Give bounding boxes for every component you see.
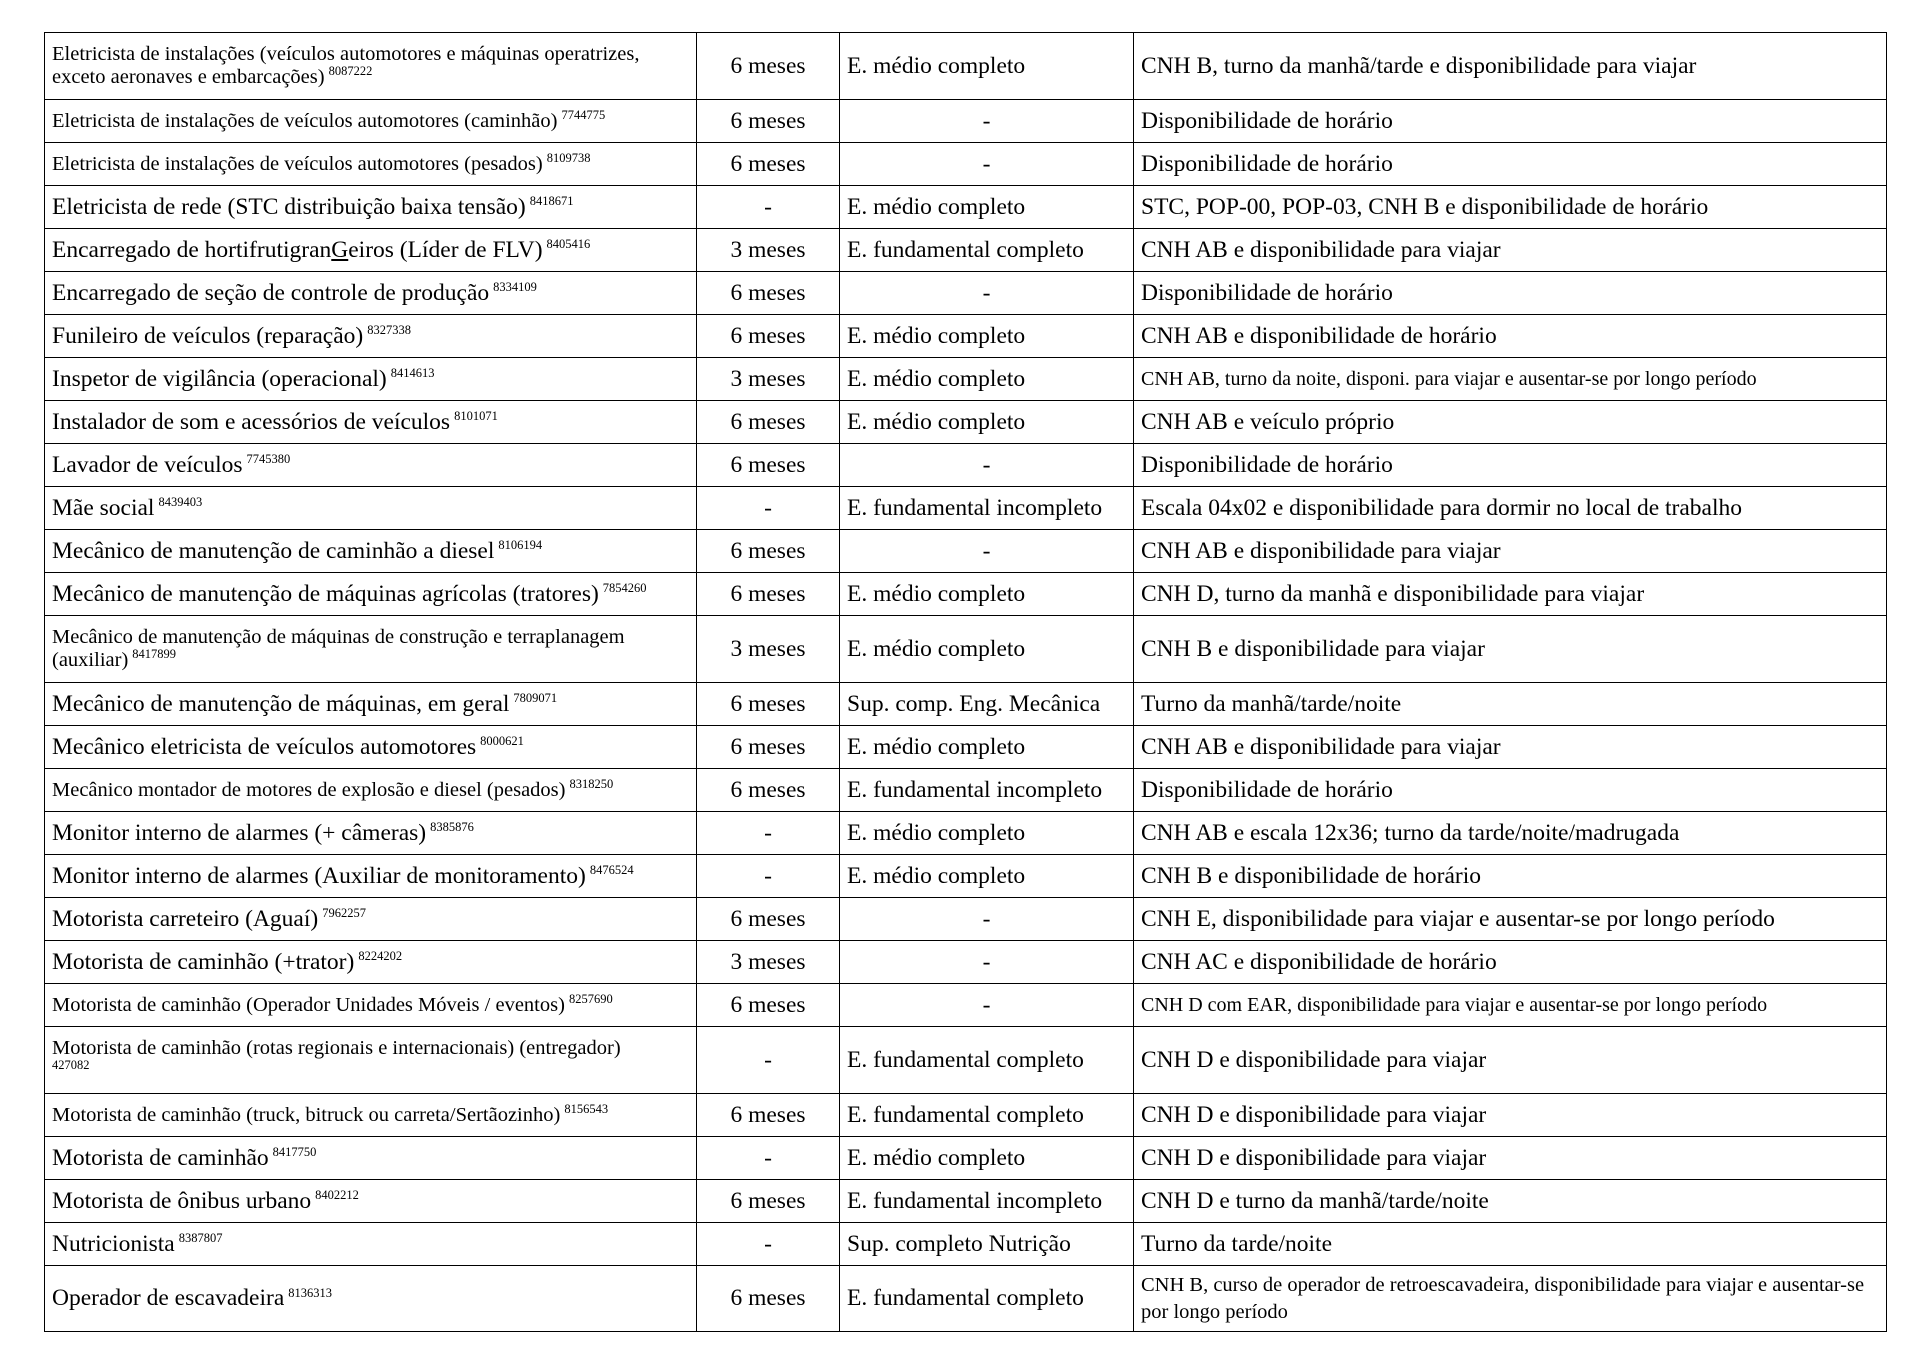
experience-cell: 6 meses (697, 143, 840, 186)
job-title-cell (45, 1027, 697, 1094)
job-title: Instalador de som e acessórios de veículos (52, 408, 451, 435)
requirements-cell: CNH D e disponibilidade para viajar (1134, 1027, 1887, 1094)
table-row (45, 769, 1887, 812)
requirements-cell: CNH E, disponibilidade para viajar e ausentar-se por longo período (1134, 898, 1887, 941)
education-cell: E. fundamental completo (840, 1266, 1134, 1332)
job-title-cell (45, 1266, 697, 1332)
job-title: Motorista carreteiro (Aguaí) (52, 905, 319, 932)
job-code: 7745380 (246, 452, 291, 467)
job-code: 8087222 (328, 64, 373, 79)
job-title-cell (45, 769, 697, 812)
job-title-cell (45, 186, 697, 229)
education-cell: E. médio completo (840, 358, 1134, 401)
job-title-cell (45, 229, 697, 272)
job-title: Mãe social (52, 494, 155, 521)
job-code: 8257690 (568, 991, 613, 1006)
job-title-cell (45, 812, 697, 855)
table-row (45, 272, 1887, 315)
table-row (45, 726, 1887, 769)
experience-cell: 3 meses (697, 229, 840, 272)
requirements-cell: CNH B, curso de operador de retroescavadeira, disponibilidade para viajar e ausentar-se por longo período (1134, 1266, 1887, 1332)
requirements-cell: CNH AB e disponibilidade para viajar (1134, 530, 1887, 573)
education-cell: - (840, 143, 1134, 186)
table-row (45, 530, 1887, 573)
requirements-cell: Disponibilidade de horário (1134, 143, 1887, 186)
requirements-cell: CNH AB e veículo próprio (1134, 401, 1887, 444)
education-cell: - (840, 941, 1134, 984)
requirements-cell: Turno da manhã/tarde/noite (1134, 683, 1887, 726)
job-code: 8405416 (546, 237, 591, 252)
job-title-cell (45, 941, 697, 984)
job-title: Eletricista de rede (STC distribuição baixa tensão) (52, 193, 526, 220)
job-code: 8402212 (315, 1188, 359, 1203)
education-cell: E. médio completo (840, 33, 1134, 100)
requirements-cell: CNH AB e disponibilidade para viajar (1134, 726, 1887, 769)
education-cell: E. fundamental incompleto (840, 487, 1134, 530)
education-cell: E. médio completo (840, 186, 1134, 229)
table-row (45, 1094, 1887, 1137)
job-title-cell (45, 616, 697, 683)
job-title-cell (45, 1223, 697, 1266)
job-title: Motorista de caminhão (+trator) (52, 948, 355, 975)
education-cell: E. médio completo (840, 616, 1134, 683)
job-code: 8327338 (367, 323, 411, 338)
education-cell: E. fundamental completo (840, 229, 1134, 272)
job-title-underlined-letter: G (331, 236, 349, 263)
job-code: 8439403 (158, 495, 203, 510)
table-row (45, 1027, 1887, 1094)
job-title-cell (45, 315, 697, 358)
requirements-cell: CNH D e disponibilidade para viajar (1134, 1137, 1887, 1180)
experience-cell: 6 meses (697, 33, 840, 100)
experience-cell: 6 meses (697, 1266, 840, 1332)
job-title: Monitor interno de alarmes (+ câmeras) (52, 819, 427, 846)
education-cell: - (840, 100, 1134, 143)
requirements-cell: Escala 04x02 e disponibilidade para dormir no local de trabalho (1134, 487, 1887, 530)
education-cell: E. médio completo (840, 726, 1134, 769)
job-code: 8106194 (498, 538, 543, 553)
job-title-cell (45, 726, 697, 769)
job-title: Mecânico de manutenção de máquinas de construção e terraplanagem (auxiliar) (52, 626, 625, 671)
table-row (45, 401, 1887, 444)
education-cell: Sup. completo Nutrição (840, 1223, 1134, 1266)
experience-cell: - (697, 812, 840, 855)
requirements-cell: CNH B e disponibilidade para viajar (1134, 616, 1887, 683)
experience-cell: - (697, 1223, 840, 1266)
education-cell: E. médio completo (840, 1137, 1134, 1180)
education-cell: E. fundamental incompleto (840, 769, 1134, 812)
job-title: Encarregado de seção de controle de produção (52, 279, 490, 306)
education-cell: - (840, 898, 1134, 941)
experience-cell: 6 meses (697, 573, 840, 616)
experience-cell: 6 meses (697, 1180, 840, 1223)
job-title: Eletricista de instalações de veículos automotores (caminhão) (52, 109, 558, 132)
job-code: 8156543 (564, 1101, 609, 1116)
experience-cell: 6 meses (697, 984, 840, 1027)
job-title-cell (45, 444, 697, 487)
job-title-cell (45, 1137, 697, 1180)
job-code: 8387807 (178, 1231, 223, 1246)
job-code: 7962257 (322, 906, 366, 921)
job-title-cell (45, 1180, 697, 1223)
education-cell: Sup. comp. Eng. Mecânica (840, 683, 1134, 726)
requirements-cell: CNH AC e disponibilidade de horário (1134, 941, 1887, 984)
experience-cell: - (697, 1027, 840, 1094)
job-code: 8414613 (390, 366, 435, 381)
table-row (45, 487, 1887, 530)
requirements-cell: Disponibilidade de horário (1134, 769, 1887, 812)
requirements-cell: Turno da tarde/noite (1134, 1223, 1887, 1266)
job-code: 7854260 (602, 581, 647, 596)
job-title-cell (45, 487, 697, 530)
education-cell: E. fundamental completo (840, 1027, 1134, 1094)
experience-cell: 6 meses (697, 726, 840, 769)
job-code: 8417750 (272, 1145, 317, 1160)
job-title-cell (45, 573, 697, 616)
requirements-cell: CNH AB, turno da noite, disponi. para viajar e ausentar-se por longo período (1134, 358, 1887, 401)
job-title-cell (45, 683, 697, 726)
table-row (45, 143, 1887, 186)
job-code: 7809071 (513, 691, 558, 706)
education-cell: E. médio completo (840, 855, 1134, 898)
job-code: 7744775 (561, 107, 606, 122)
table-row (45, 812, 1887, 855)
experience-cell: 6 meses (697, 100, 840, 143)
job-title: Motorista de caminhão (52, 1144, 269, 1171)
table-row (45, 898, 1887, 941)
job-title-cell (45, 272, 697, 315)
experience-cell: 3 meses (697, 358, 840, 401)
experience-cell: 6 meses (697, 272, 840, 315)
experience-cell: - (697, 487, 840, 530)
experience-cell: 6 meses (697, 530, 840, 573)
job-code: 8385876 (430, 820, 474, 835)
job-title: Motorista de caminhão (truck, bitruck ou carreta/Sertãozinho) (52, 1103, 561, 1126)
table-row (45, 100, 1887, 143)
job-title-cell (45, 530, 697, 573)
requirements-cell: CNH AB e escala 12x36; turno da tarde/noite/madrugada (1134, 812, 1887, 855)
job-title-cell (45, 855, 697, 898)
experience-cell: 6 meses (697, 769, 840, 812)
requirements-cell: CNH D e turno da manhã/tarde/noite (1134, 1180, 1887, 1223)
requirements-cell: CNH B, turno da manhã/tarde e disponibilidade para viajar (1134, 33, 1887, 100)
table-row (45, 229, 1887, 272)
experience-cell: - (697, 186, 840, 229)
experience-cell: 3 meses (697, 616, 840, 683)
job-code: 8109738 (546, 150, 591, 165)
job-code: 8224202 (358, 949, 403, 964)
job-title-cell (45, 1094, 697, 1137)
job-code: 8318250 (569, 776, 614, 791)
education-cell: E. médio completo (840, 401, 1134, 444)
experience-cell: 6 meses (697, 683, 840, 726)
table-row (45, 573, 1887, 616)
job-title: Nutricionista (52, 1230, 175, 1257)
requirements-cell: Disponibilidade de horário (1134, 444, 1887, 487)
table-row (45, 984, 1887, 1027)
job-title: Mecânico montador de motores de explosão e diesel (pesados) (52, 778, 566, 801)
requirements-cell: Disponibilidade de horário (1134, 100, 1887, 143)
education-cell: - (840, 444, 1134, 487)
job-title: Motorista de caminhão (Operador Unidades Móveis / eventos) (52, 993, 565, 1016)
requirements-cell: CNH AB e disponibilidade para viajar (1134, 229, 1887, 272)
table-row (45, 1223, 1887, 1266)
experience-cell: 6 meses (697, 898, 840, 941)
experience-cell: 6 meses (697, 1094, 840, 1137)
job-title: Eletricista de instalações de veículos automotores (pesados) (52, 152, 543, 175)
job-title-cell (45, 401, 697, 444)
table-row (45, 1137, 1887, 1180)
job-title-part: eiros (Líder de FLV) (348, 236, 543, 263)
job-title: Mecânico de manutenção de caminhão a diesel (52, 537, 495, 564)
job-code: 8136313 (288, 1285, 332, 1300)
job-title: Mecânico de manutenção de máquinas agrícolas (tratores) (52, 580, 599, 607)
requirements-cell: CNH D com EAR, disponibilidade para viajar e ausentar-se por longo período (1134, 984, 1887, 1027)
job-title: Funileiro de veículos (reparação) (52, 322, 364, 349)
table-row (45, 941, 1887, 984)
education-cell: E. médio completo (840, 573, 1134, 616)
job-title: Lavador de veículos (52, 451, 243, 478)
job-title-cell (45, 984, 697, 1027)
job-title: Operador de escavadeira (52, 1285, 285, 1312)
table-row (45, 1180, 1887, 1223)
table-row (45, 683, 1887, 726)
job-code: 8000621 (480, 734, 524, 749)
job-title: Motorista de ônibus urbano (52, 1187, 312, 1214)
requirements-cell: CNH AB e disponibilidade de horário (1134, 315, 1887, 358)
education-cell: E. médio completo (840, 812, 1134, 855)
table-row (45, 186, 1887, 229)
job-code: 8334109 (493, 280, 537, 295)
requirements-cell: STC, POP-00, POP-03, CNH B e disponibilidade de horário (1134, 186, 1887, 229)
experience-cell: 6 meses (697, 401, 840, 444)
experience-cell: - (697, 1137, 840, 1180)
job-title-cell (45, 100, 697, 143)
job-code: 8417899 (132, 647, 177, 662)
table-row (45, 33, 1887, 100)
job-title-cell (45, 358, 697, 401)
job-title: Mecânico eletricista de veículos automotores (52, 733, 477, 760)
table-row (45, 315, 1887, 358)
education-cell: E. médio completo (840, 315, 1134, 358)
job-title-part: Encarregado de hortifrutigran (52, 236, 332, 263)
job-code: 8476524 (589, 863, 634, 878)
experience-cell: 3 meses (697, 941, 840, 984)
experience-cell: 6 meses (697, 444, 840, 487)
job-title: Motorista de caminhão (rotas regionais e internacionais) (entregador) (52, 1037, 621, 1060)
education-cell: - (840, 272, 1134, 315)
job-title: Eletricista de instalações (veículos automotores e máquinas operatrizes, exceto aeronaves e embarcações) (52, 43, 640, 88)
education-cell: - (840, 984, 1134, 1027)
experience-cell: 6 meses (697, 315, 840, 358)
job-title: Mecânico de manutenção de máquinas, em geral (52, 690, 510, 717)
job-title: Monitor interno de alarmes (Auxiliar de monitoramento) (52, 862, 586, 889)
job-code: 427082 (52, 1058, 90, 1073)
table-row (45, 855, 1887, 898)
job-title-cell (45, 898, 697, 941)
education-cell: E. fundamental completo (840, 1094, 1134, 1137)
education-cell: E. fundamental incompleto (840, 1180, 1134, 1223)
job-title-cell (45, 33, 697, 100)
job-code: 8101071 (454, 409, 498, 424)
job-code: 8418671 (529, 194, 574, 209)
job-openings-table (44, 32, 1887, 1332)
requirements-cell: CNH D e disponibilidade para viajar (1134, 1094, 1887, 1137)
table-row (45, 1266, 1887, 1332)
experience-cell: - (697, 855, 840, 898)
requirements-cell: CNH D, turno da manhã e disponibilidade para viajar (1134, 573, 1887, 616)
job-title: Inspetor de vigilância (operacional) (52, 365, 387, 392)
requirements-cell: CNH B e disponibilidade de horário (1134, 855, 1887, 898)
job-title-cell (45, 143, 697, 186)
table-row (45, 358, 1887, 401)
table-row (45, 616, 1887, 683)
requirements-cell: Disponibilidade de horário (1134, 272, 1887, 315)
education-cell: - (840, 530, 1134, 573)
table-row (45, 444, 1887, 487)
